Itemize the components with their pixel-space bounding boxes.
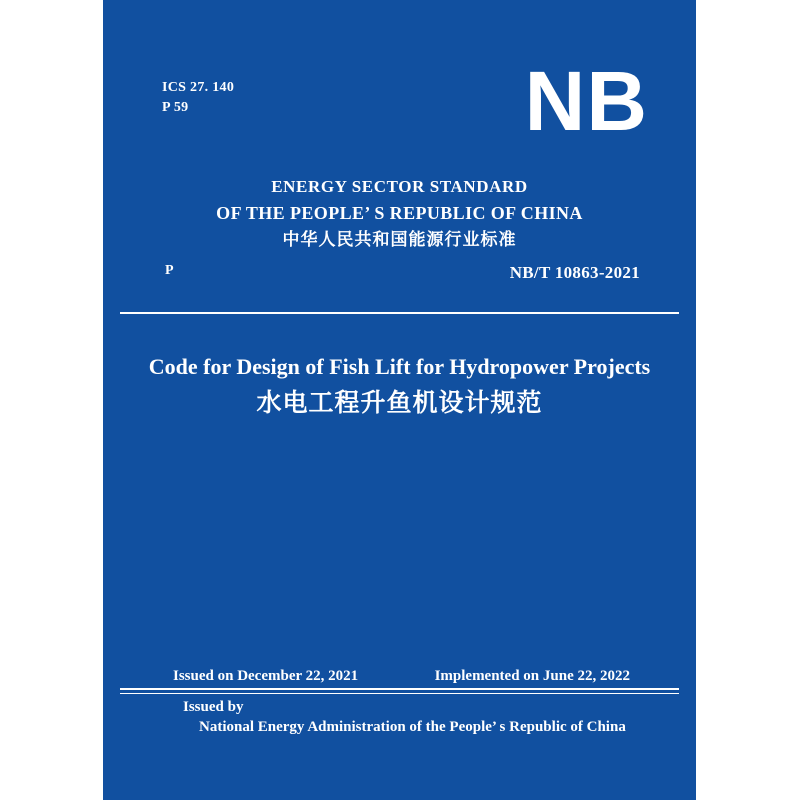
ics-code: ICS 27. 140 (162, 80, 235, 95)
standard-cover-panel (103, 0, 696, 800)
nb-logo: NB (524, 54, 648, 148)
header-line-en-2: OF THE PEOPLE’ S REPUBLIC OF CHINA (216, 203, 583, 223)
header-divider-rule (120, 312, 679, 314)
issued-by-value: National Energy Administration of the People’ s Republic of China (199, 719, 626, 735)
title-english: Code for Design of Fish Lift for Hydropower Projects (148, 354, 651, 379)
dates-row (103, 668, 696, 685)
header-line-cn: 中华人民共和国能源行业标准 (282, 230, 517, 249)
issued-by-label: Issued by (183, 699, 244, 715)
footer-double-rule (120, 688, 679, 694)
doc-class-letter: P (165, 263, 174, 278)
title-block (103, 353, 696, 420)
doc-category-code: P 59 (162, 100, 189, 115)
header-line-en-1: ENERGY SECTOR STANDARD (271, 177, 528, 196)
issued-date: Issued on December 22, 2021 (173, 668, 359, 684)
classification-row (103, 263, 696, 283)
standard-number: NB/T 10863-2021 (509, 263, 640, 282)
standard-header-block (103, 174, 696, 253)
title-chinese: 水电工程升鱼机设计规范 (256, 389, 543, 417)
issuer-row (103, 697, 696, 737)
ics-classification-block (162, 78, 234, 118)
implemented-date: Implemented on June 22, 2022 (434, 668, 630, 684)
